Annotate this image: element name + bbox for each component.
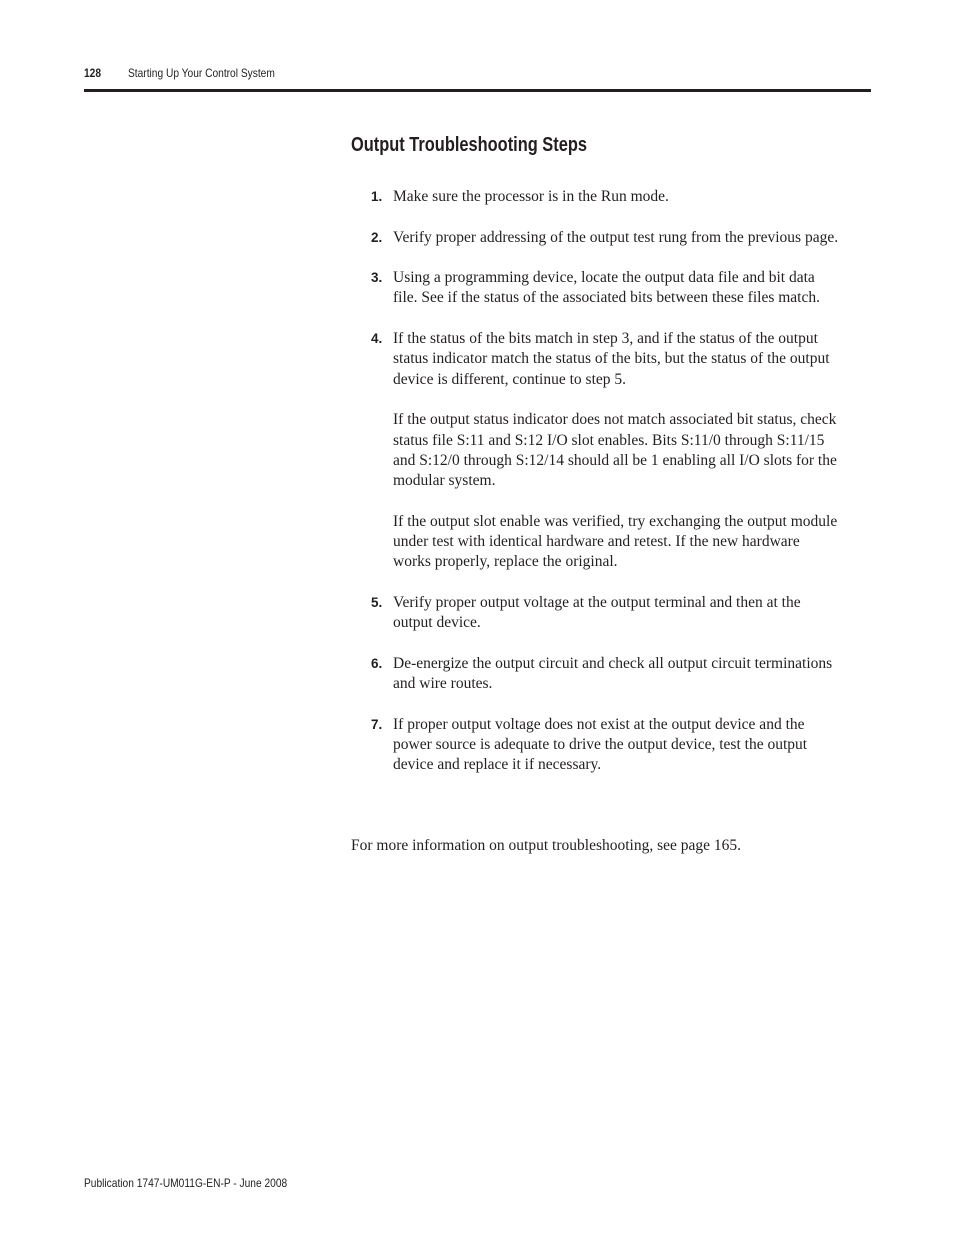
step-text: Verify proper output voltage at the output terminal and then at the output device. [393, 593, 801, 632]
steps-list [351, 187, 841, 796]
step-number: 4. [371, 331, 383, 347]
section-title: Output Troubleshooting Steps [351, 134, 587, 156]
step-number: 3. [371, 270, 383, 286]
step-2 [351, 228, 841, 248]
step-text: De-energize the output circuit and check all output circuit terminations and wire routes. [393, 654, 833, 693]
step-text: If the status of the bits match in step 3, and if the status of the output status indicator match the status of the bits, but the status of the output device is different, continue to step 5. [393, 330, 830, 388]
step-7 [351, 715, 841, 776]
step-5 [351, 593, 841, 634]
step-text: Make sure the processor is in the Run mode. [393, 188, 669, 205]
step-4 [351, 329, 841, 573]
step-6 [351, 654, 841, 695]
page-header [84, 66, 871, 92]
step-1 [351, 187, 841, 207]
step-text: If proper output voltage does not exist at the output device and the power source is adequate to drive the output device, test the output device and replace it if necessary. [393, 715, 808, 774]
step-3 [351, 268, 841, 309]
header-rule [84, 89, 871, 92]
step-text: Using a programming device, locate the output data file and bit data file. See if the status of the associated bits between these files match. [393, 269, 820, 307]
step-text: If the output slot enable was verified, try exchanging the output module under test with identical hardware and retest. If the new hardware works properly, replace the original. [393, 512, 838, 571]
step-text: Verify proper addressing of the output test rung from the previous page. [393, 228, 839, 246]
step-number: 7. [371, 716, 383, 732]
closing-paragraph: For more information on output troubleshooting, see page 165. [351, 837, 742, 854]
step-number: 5. [371, 594, 383, 610]
running-title: Starting Up Your Control System [128, 66, 275, 80]
step-number: 1. [371, 189, 383, 204]
page-number: 128 [84, 66, 102, 80]
step-number: 6. [371, 655, 383, 671]
step-text: If the output status indicator does not match associated bit status, check status file S:11 and S:12 I/O slot enables. Bits S:11/0 through S:11/15 and S:12/0 through S:12/14 should all be 1 enabling all I/O slots for the modular system. [393, 411, 837, 490]
step-number: 2. [371, 229, 383, 245]
page-footer: Publication 1747-UM011G-EN-P - June 2008 [84, 1176, 288, 1190]
